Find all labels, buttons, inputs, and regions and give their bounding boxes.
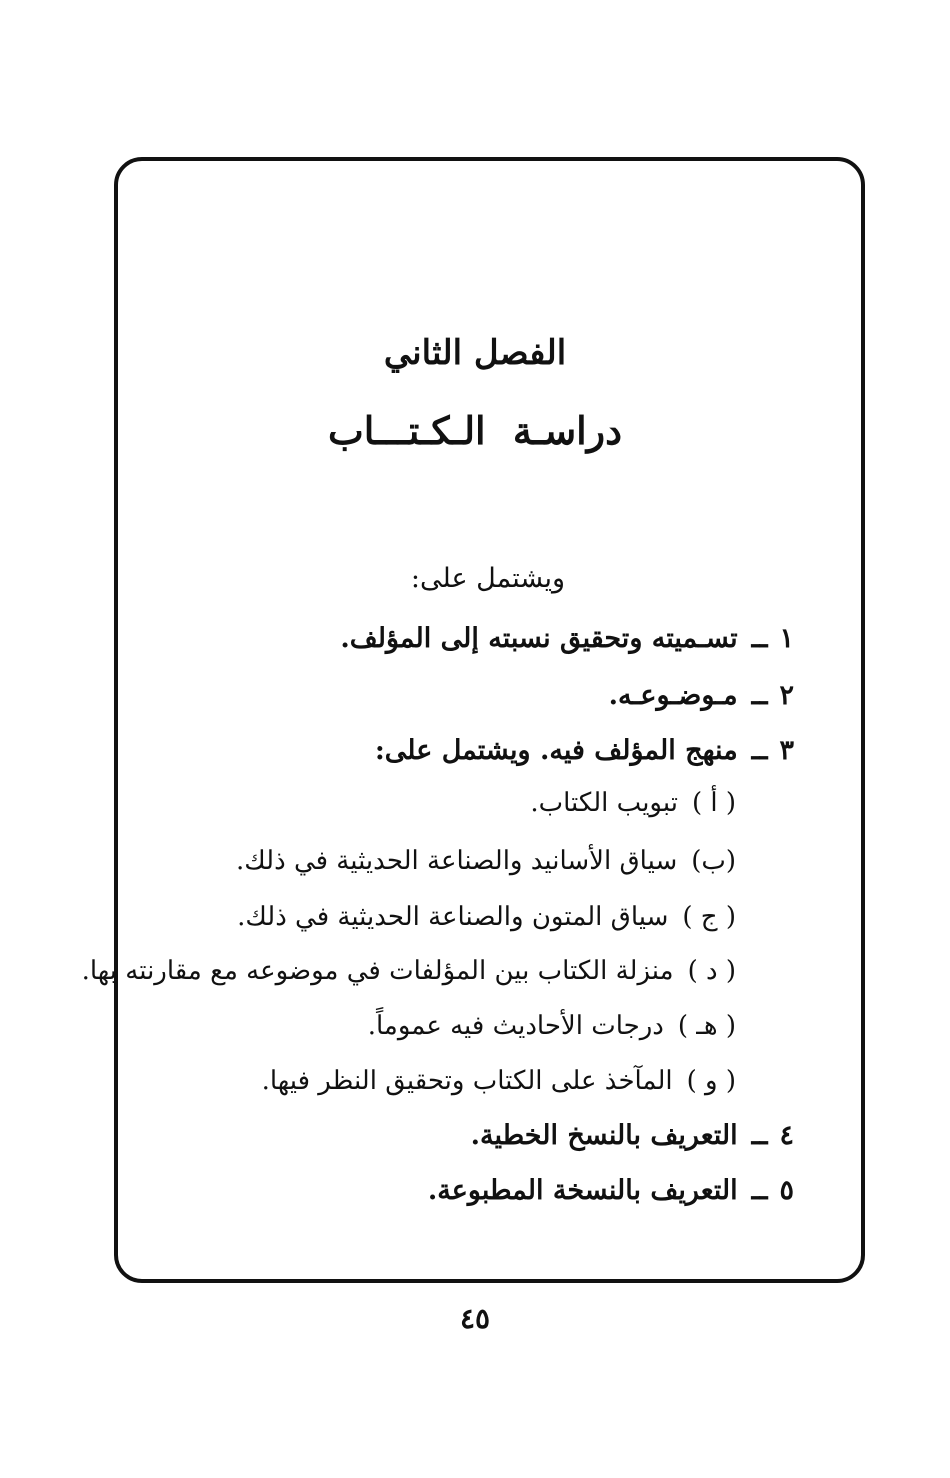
list-item-1 — [340, 625, 794, 652]
sub-item-letter: ( ج ) — [682, 902, 736, 932]
list-item-3 — [375, 737, 794, 764]
list-item-text: التعريف بالنسخ الخطية. — [470, 1120, 738, 1151]
sub-item-letter: ( د ) — [687, 956, 736, 986]
list-item-dash: ــ — [751, 735, 768, 766]
sub-item-letter: ( هـ ) — [677, 1011, 736, 1041]
list-item-text: مـوضـوعـه. — [608, 680, 738, 711]
list-item-number: ٤ — [779, 1120, 794, 1151]
sub-item-c — [237, 904, 736, 930]
list-item-4 — [471, 1122, 794, 1149]
sub-item-text: درجات الأحاديث فيه عموماً. — [367, 1011, 664, 1041]
list-item-5 — [428, 1177, 794, 1204]
sub-item-f — [262, 1068, 736, 1094]
chapter-subtitle: دراسـة الـكـتـــاب — [327, 408, 622, 453]
sub-item-letter: ( أ ) — [691, 788, 736, 818]
intro-text: ويشتمل على: — [410, 563, 565, 594]
sub-item-text: منزلة الكتاب بين المؤلفات في موضوعه مع مقارنته بها. — [81, 956, 674, 986]
list-item-dash: ــ — [751, 623, 768, 654]
page-number: ٤٥ — [459, 1302, 491, 1335]
list-item-number: ٣ — [779, 735, 794, 766]
sub-item-text: سياق الأسانيد والصناعة الحديثية في ذلك. — [236, 846, 678, 876]
list-item-text: تسـميته وتحقيق نسبته إلى المؤلف. — [340, 623, 738, 654]
list-item-dash: ــ — [751, 1120, 768, 1151]
list-item-number: ٥ — [779, 1175, 794, 1206]
chapter-title: الفصل الثاني — [383, 333, 567, 373]
list-item-text: التعريف بالنسخة المطبوعة. — [427, 1175, 738, 1206]
sub-item-a — [530, 790, 736, 816]
sub-item-letter: (ب) — [691, 846, 736, 876]
list-item-dash: ــ — [751, 1175, 768, 1206]
page-border-frame — [114, 157, 865, 1283]
sub-item-letter: ( و ) — [686, 1066, 736, 1096]
sub-item-text: تبويب الكتاب. — [530, 788, 678, 818]
list-item-text: منهج المؤلف فيه. ويشتمل على: — [374, 735, 738, 766]
list-item-number: ٢ — [779, 680, 794, 711]
sub-item-text: المآخذ على الكتاب وتحقيق النظر فيها. — [261, 1066, 673, 1096]
list-item-dash: ــ — [751, 680, 768, 711]
sub-item-text: سياق المتون والصناعة الحديثية في ذلك. — [237, 902, 669, 932]
sub-item-e — [368, 1013, 736, 1039]
sub-item-b — [236, 848, 736, 874]
sub-item-d — [82, 958, 736, 984]
list-item-number: ١ — [779, 623, 794, 654]
list-item-2 — [609, 682, 794, 709]
